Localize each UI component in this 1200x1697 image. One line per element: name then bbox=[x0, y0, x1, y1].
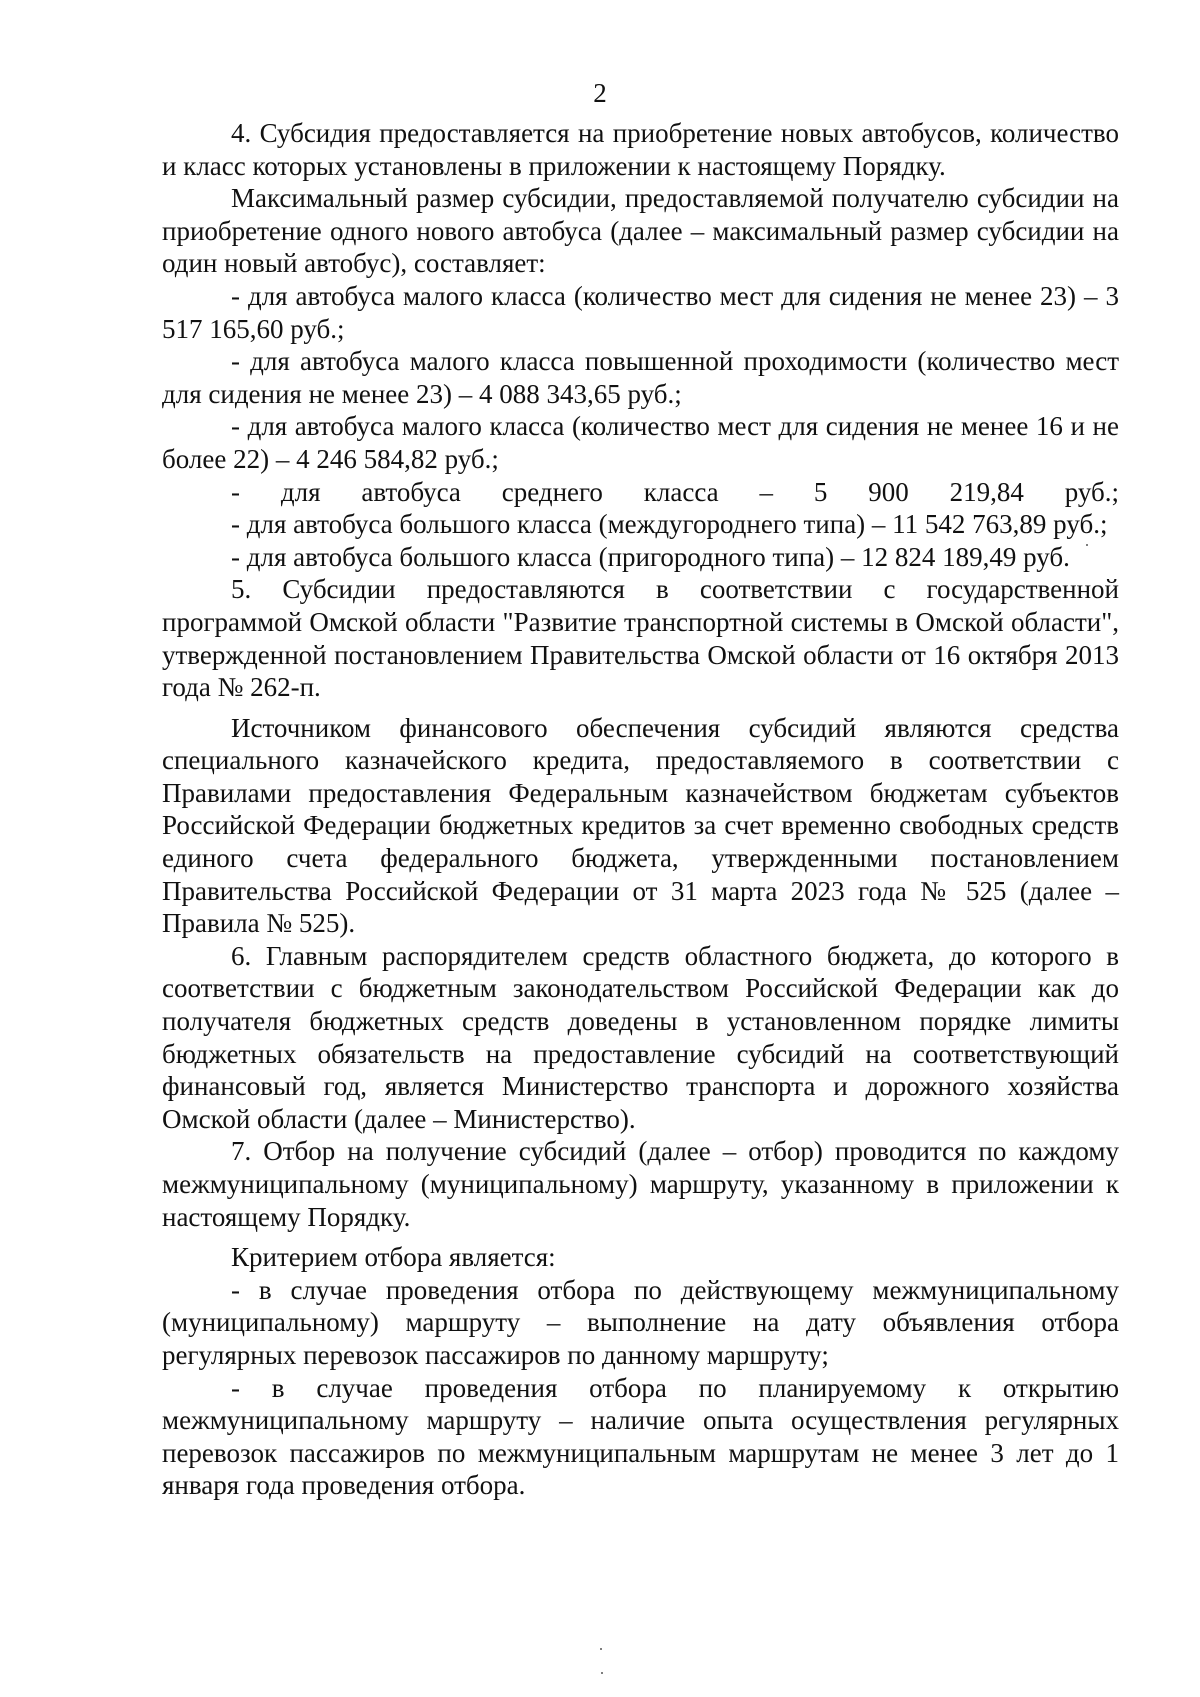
list-item-planned-route: - в случае проведения отбора по планируемому к открытию межмуниципальному маршруту – наличие опыта осуществления регулярных перевозок пассажиров по межмуниципальным маршрутам не менее 3 лет до 1 января года проведения отбора. bbox=[162, 1372, 1119, 1501]
document-body bbox=[162, 117, 1119, 1502]
list-item-large-bus-intercity: - для автобуса большого класса (междугороднего типа) – 11 542 763,89 руб.; bbox=[231, 509, 1108, 540]
paragraph-max-subsidy: Максимальный размер субсидии, предоставляемой получателю субсидии на приобретение одного нового автобуса (далее – максимальный размер субсидии на один новый автобус), составляет: bbox=[162, 183, 1119, 279]
list-item-existing-route: - в случае проведения отбора по действующему межмуниципальному (муниципальному) маршруту – выполнение на дату объявления отбора регулярных перевозок пассажиров по данному маршруту; bbox=[162, 1274, 1119, 1370]
paragraph-item-6: 6. Главным распорядителем средств областного бюджета, до которого в соответствии с бюджетным законодательством Российской Федерации как до получателя бюджетных средств доведены в установленном порядке лимиты бюджетных обязательств на предоставление субсидий на соответствующий финансовый год, является Министерство транспорта и дорожного хозяйства Омской области (далее – Министерство). bbox=[162, 940, 1119, 1134]
paragraph-funding-source: Источником финансового обеспечения субсидий являются средства специального казначейского кредита, предоставляемого в соответствии с Правилами предоставления Федеральным казначейством бюджетам субъектов Российской Федерации бюджетных кредитов за счет временно свободных средств единого счета федерального бюджета, утвержденными постановлением Правительства Российской Федерации от 31 марта 2023 года № 525 (далее – Правила № 525). bbox=[162, 712, 1119, 939]
paragraph-item-7: 7. Отбор на получение субсидий (далее – отбор) проводится по каждому межмуниципальному (муниципальному) маршруту, указанному в приложении к настоящему Порядку. bbox=[162, 1136, 1119, 1232]
paragraph-item-5: 5. Субсидии предоставляются в соответствии с государственной программой Омской области "Развитие транспортной системы в Омской области", утвержденной постановлением Правительства Омской области от 16 октября 2013 года № 262-п. bbox=[162, 574, 1119, 703]
scan-speck bbox=[1086, 544, 1088, 546]
list-item-small-bus-16-22: - для автобуса малого класса (количество мест для сидения не менее 16 и не более 22) – 4 246 584,82 руб.; bbox=[162, 411, 1119, 474]
list-item-small-bus: - для автобуса малого класса (количество мест для сидения не менее 23) – 3 517 165,60 руб.; bbox=[162, 280, 1119, 344]
list-item-medium-bus: - для автобуса среднего класса – 5 900 219,84 руб.; bbox=[231, 476, 1119, 507]
list-item-large-bus-suburban: - для автобуса большого класса (пригородного типа) – 12 824 189,49 руб. bbox=[231, 541, 1070, 572]
scan-speck bbox=[601, 1672, 603, 1674]
paragraph-item-4: 4. Субсидия предоставляется на приобретение новых автобусов, количество и класс которых установлены в приложении к настоящему Порядку. bbox=[162, 118, 1119, 181]
page-number: 2 bbox=[593, 78, 607, 108]
list-item-small-bus-offroad: - для автобуса малого класса повышенной проходимости (количество мест для сидения не менее 23) – 4 088 343,65 руб.; bbox=[162, 346, 1119, 409]
scan-speck bbox=[600, 1648, 602, 1650]
paragraph-selection-criterion: Критерием отбора является: bbox=[231, 1242, 556, 1273]
